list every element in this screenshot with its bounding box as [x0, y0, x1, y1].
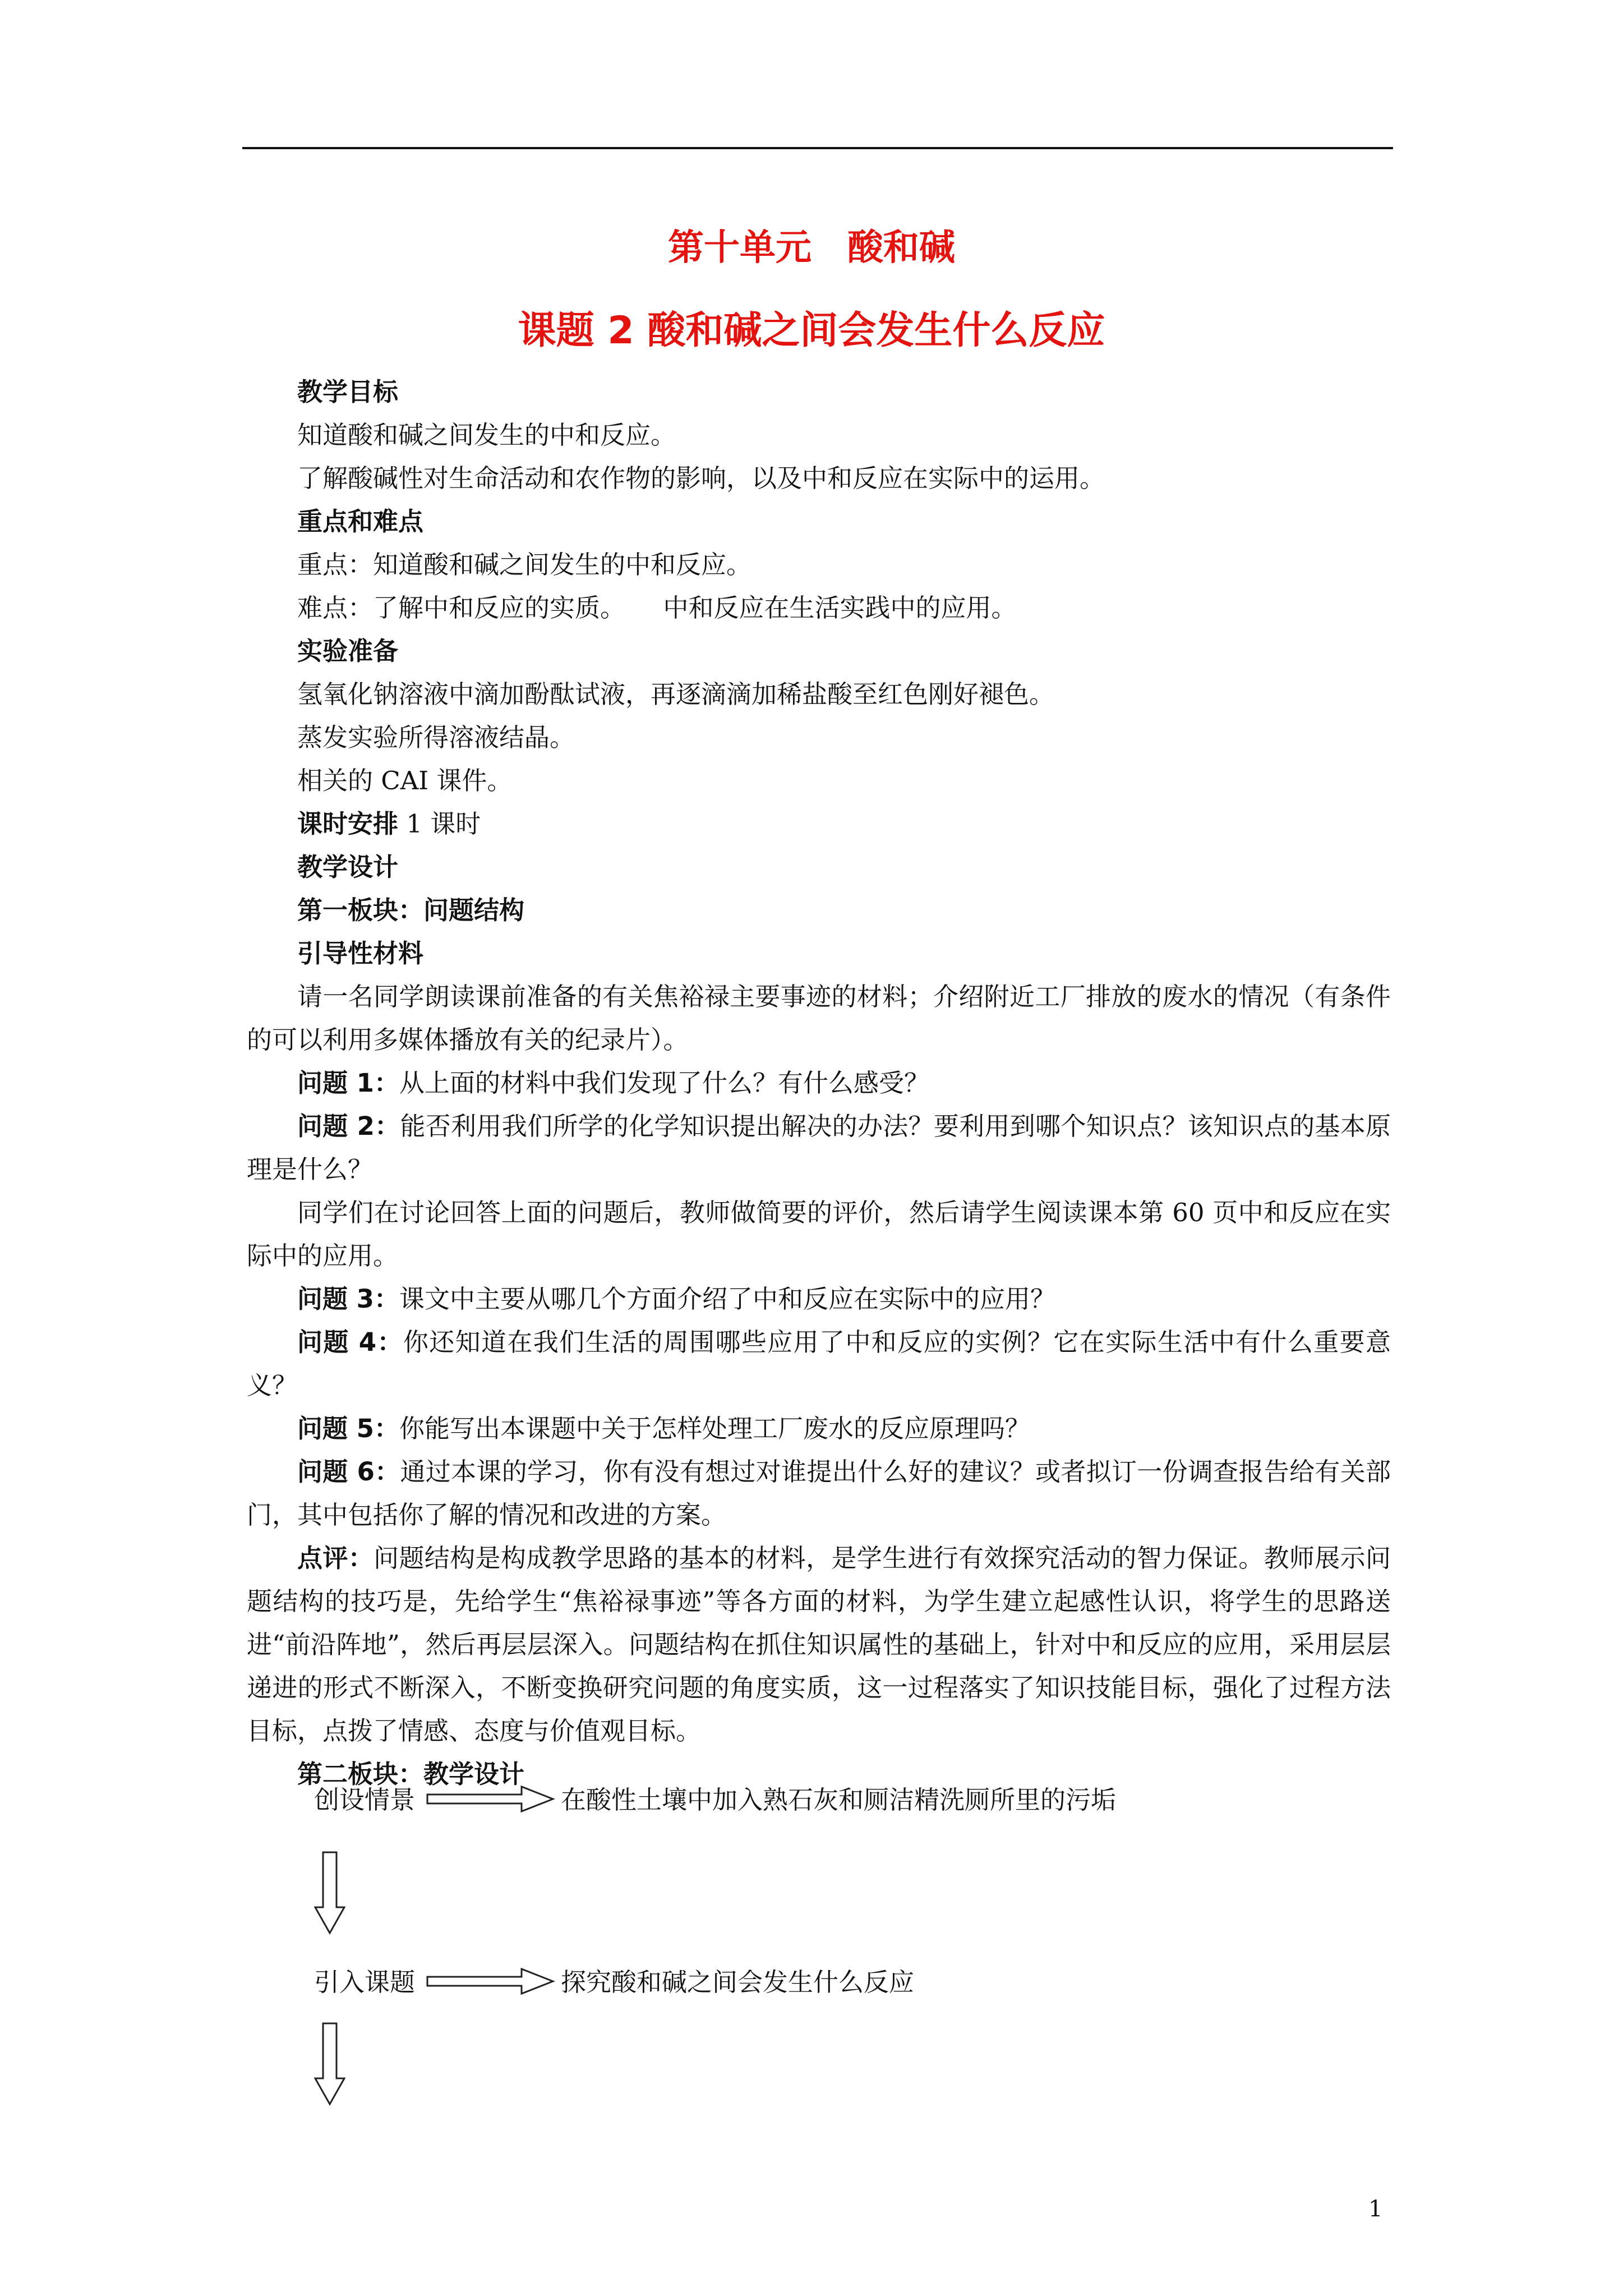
flow-step-2-label: 引入课题	[314, 1967, 416, 1997]
heading-text: 重点和难点	[297, 507, 424, 536]
labeled-paragraph	[247, 1277, 1391, 1320]
labeled-paragraph	[247, 1407, 1391, 1450]
document-body	[247, 370, 1391, 1796]
heading-text: 第二板块：教学设计	[297, 1759, 525, 1789]
paragraph-label: 问题 5：	[297, 1414, 399, 1443]
paragraph-text: 问题结构是构成教学思路的基本的材料，是学生进行有效探究活动的智力保证。教师展示问题结构的技巧是，先给学生“焦裕禄事迹”等各方面的材料，为学生建立起感性认识，将学生的思路送进“前沿阵地”，然后再层层深入。问题结构在抓住知识属性的基础上，针对中和反应的应用，采用层层递进的形式不断深入，不断变换研究问题的角度实质，这一过程落实了知识技能目标，强化了过程方法目标，点拨了情感、态度与价值观目标。	[247, 1543, 1391, 1746]
paragraph-label: 问题 6：	[297, 1457, 400, 1487]
paragraph-text: 通过本课的学习，你有没有想过对谁提出什么好的建议？或者拟订一份调查报告给有关部门，其中包括你了解的情况和改进的方案。	[247, 1457, 1391, 1530]
header-rule	[242, 147, 1393, 149]
section-heading	[247, 500, 1391, 543]
paragraph-label: 点评：	[297, 1543, 374, 1573]
right-arrow-icon	[426, 1967, 555, 1995]
body-paragraph: 重点：知道酸和碱之间发生的中和反应。	[297, 550, 752, 579]
unit-title: 第十单元 酸和碱	[668, 227, 955, 269]
flow-step-1-label: 创设情景	[314, 1785, 416, 1815]
body-paragraph: 相关的 CAI 课件。	[297, 766, 513, 795]
paragraph-label: 问题 4：	[297, 1327, 403, 1357]
section-heading	[247, 932, 1391, 975]
body-paragraph: 知道酸和碱之间发生的中和反应。	[297, 420, 676, 450]
paragraph-label: 问题 3：	[297, 1284, 399, 1314]
labeled-paragraph	[247, 1536, 1391, 1752]
down-arrow-icon	[314, 2022, 345, 2106]
paragraph-text: 课文中主要从哪几个方面介绍了中和反应在实际中的应用？	[399, 1284, 1055, 1314]
body-paragraph: 同学们在讨论回答上面的问题后，教师做简要的评价，然后请学生阅读课本第 60 页中和反应在实际中的应用。	[247, 1198, 1391, 1271]
labeled-paragraph	[247, 1061, 1391, 1105]
section-heading	[247, 889, 1391, 932]
paragraph-text: 从上面的材料中我们发现了什么？有什么感受？	[399, 1068, 929, 1098]
paragraph-text: 你能写出本课题中关于怎样处理工厂废水的反应原理吗？	[399, 1414, 1030, 1443]
section-heading	[247, 629, 1391, 673]
heading-text: 实验准备	[297, 636, 399, 666]
heading-text: 第一板块：问题结构	[297, 895, 525, 925]
paragraph-label: 问题 2：	[297, 1111, 400, 1141]
paragraph-text: 能否利用我们所学的化学知识提出解决的办法？要利用到哪个知识点？该知识点的基本原理是什么？	[247, 1111, 1391, 1184]
lesson-title: 课题 2 酸和碱之间会发生什么反应	[518, 309, 1105, 353]
section-heading	[247, 845, 1391, 889]
body-paragraph: 难点：了解中和反应的实质。 中和反应在生活实践中的应用。	[297, 593, 1017, 623]
body-paragraph: 请一名同学朗读课前准备的有关焦裕禄主要事迹的材料；介绍附近工厂排放的废水的情况（有条件的可以利用多媒体播放有关的纪录片）。	[247, 982, 1391, 1055]
paragraph-label: 课时安排	[297, 809, 399, 839]
right-arrow-icon	[426, 1785, 555, 1813]
page-number: 1	[1368, 2196, 1383, 2222]
labeled-paragraph	[247, 1450, 1391, 1536]
body-paragraph: 蒸发实验所得溶液结晶。	[297, 723, 575, 752]
section-heading	[247, 370, 1391, 413]
labeled-paragraph	[247, 802, 1391, 845]
body-paragraph: 氢氧化钠溶液中滴加酚酞试液，再逐滴滴加稀盐酸至红色刚好褪色。	[297, 679, 1055, 709]
body-paragraph: 了解酸碱性对生命活动和农作物的影响，以及中和反应在实际中的运用。	[297, 463, 1105, 493]
paragraph-label: 问题 1：	[297, 1068, 399, 1098]
flow-step-1-text: 在酸性土壤中加入熟石灰和厕洁精洗厕所里的污垢	[561, 1785, 1117, 1815]
down-arrow-icon	[314, 1851, 345, 1935]
paragraph-text: 1 课时	[398, 809, 481, 839]
heading-text: 引导性材料	[297, 938, 424, 968]
paragraph-text: 你还知道在我们生活的周围哪些应用了中和反应的实例？它在实际生活中有什么重要意义？	[247, 1327, 1391, 1400]
flow-step-2-text: 探究酸和碱之间会发生什么反应	[561, 1967, 915, 1997]
labeled-paragraph	[247, 1105, 1391, 1191]
labeled-paragraph	[247, 1320, 1391, 1407]
heading-text: 教学目标	[297, 377, 399, 407]
teaching-flow-diagram	[314, 1778, 1380, 2092]
heading-text: 教学设计	[297, 852, 399, 882]
